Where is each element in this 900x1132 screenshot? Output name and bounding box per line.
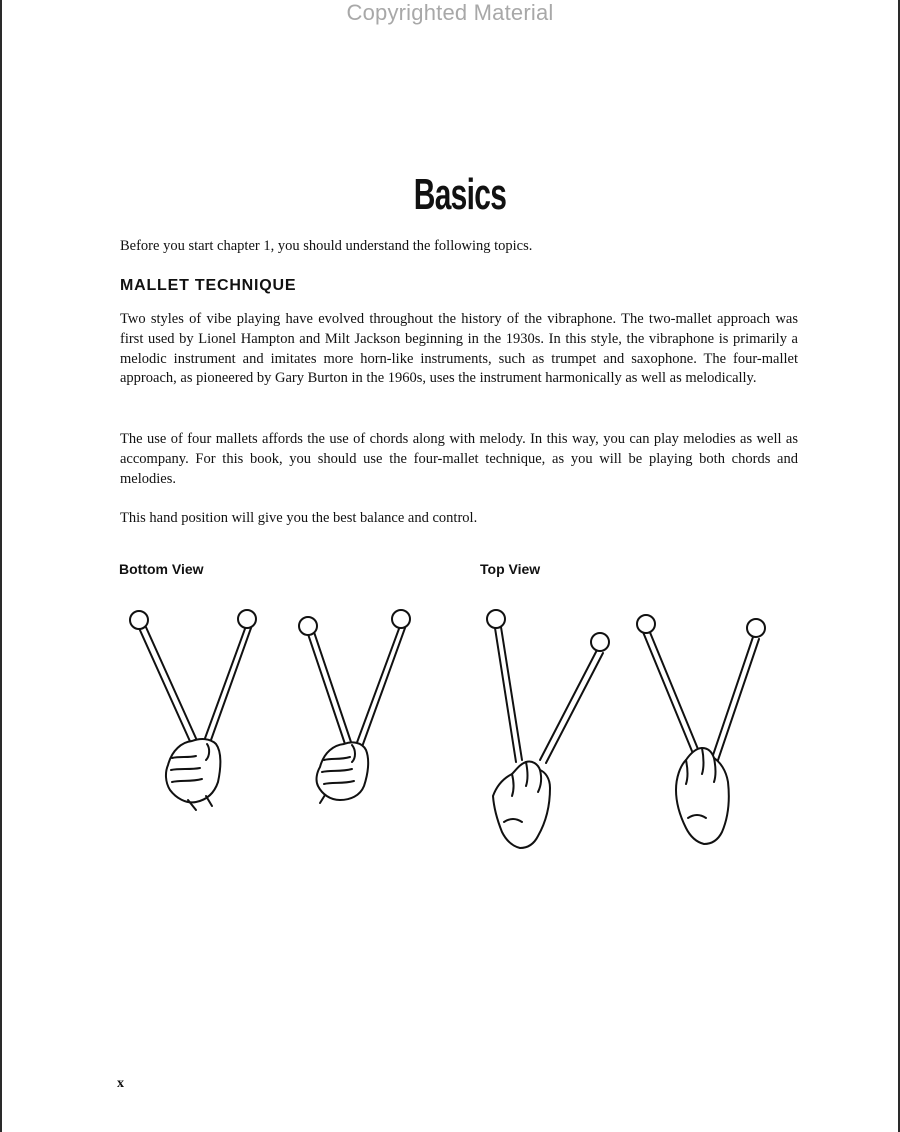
top-view-label: Top View <box>480 561 541 577</box>
paragraph-hand-position: This hand position will give you the best balance and control. <box>120 510 478 526</box>
intro-text: Before you start chapter 1, you should understand the following topics. <box>120 238 533 254</box>
paragraph-two-styles: Two styles of vibe playing have evolved throughout the history of the vibraphone. The two-mallet approach was first used by Lionel Hampton and Milt Jackson beginning in the 1930s. In this style, the vibraphone is primarily a melodic instrument and imitates more horn-like instruments, such as trumpet and saxophone. The four-mallet approach, as pioneered by Gary Burton in the 1960s, uses the instrument harmonically as well as melodically. <box>120 311 798 387</box>
paragraph-four-mallets: The use of four mallets affords the use of chords along with melody. In this way, you can play melodies as well as accompany. For this book, you should use the four-mallet technique, as you will be playing both chords and melodies. <box>120 431 798 487</box>
bottom-view-right-hand-illustration <box>299 610 410 803</box>
section-heading: MALLET TECHNIQUE <box>120 277 297 294</box>
bottom-view-label: Bottom View <box>119 561 204 577</box>
top-view-left-hand-illustration <box>487 610 609 848</box>
page-title: Basics <box>413 170 507 219</box>
page-number: x <box>117 1076 124 1091</box>
copyright-watermark: Copyrighted Material <box>346 0 554 25</box>
top-view-right-hand-illustration <box>637 615 765 844</box>
bottom-view-left-hand-illustration <box>130 610 256 810</box>
